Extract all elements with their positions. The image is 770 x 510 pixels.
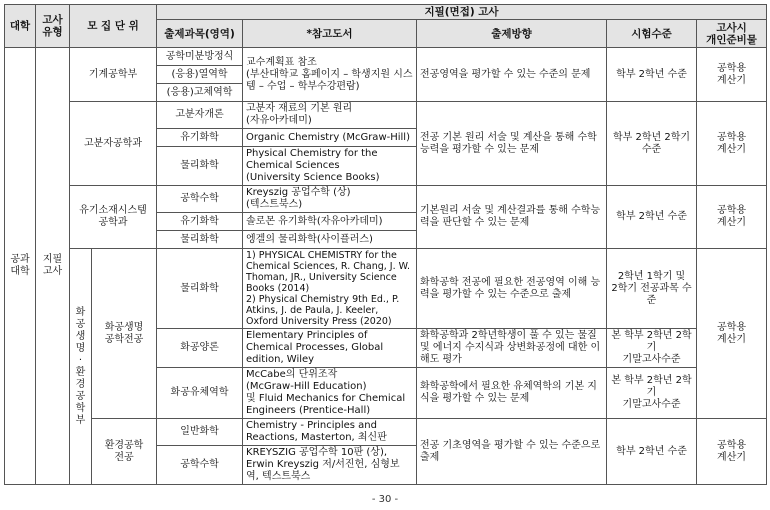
reference-cell: 고분자 재료의 기본 원리 (자유아카데미) (243, 102, 417, 129)
header-reference: *참고도서 (243, 20, 417, 48)
subject-cell: 일반화학 (157, 419, 243, 446)
header-written-exam: 지필(면접) 고사 (157, 5, 767, 20)
reference-cell: Kreyszig 공업수학 (상) (텍스트북스) (243, 186, 417, 213)
subject-cell: 물리화학 (157, 147, 243, 186)
direction-cell: 화학공학과 2학년학생이 풀 수 있는 물질 및 에너지 수지식과 상변화공정에 대한 이해도 평가 (417, 329, 607, 368)
header-calculator: 고사시 개인준비물 (697, 20, 767, 48)
subject-cell: (응용)고체역학 (157, 84, 243, 102)
reference-cell: 교수계획표 참조 (부산대학교 홈페이지 – 학생지원 시스템 – 수업 – 학부수강편람) (243, 48, 417, 102)
page-number: - 30 - (371, 494, 399, 505)
header-subject: 출제과목(영역) (157, 20, 243, 48)
level-cell: 학부 2학년 2학기 수준 (607, 102, 697, 186)
direction-cell: 전공영역을 평가할 수 있는 수준의 문제 (417, 48, 607, 102)
direction-cell: 전공 기초영역을 평가할 수 있는 수준으로 출제 (417, 419, 607, 485)
subject-cell: 유기화학 (157, 213, 243, 231)
direction-cell: 화학공학 전공에 필요한 전공영역 이해 능력을 평가할 수 있는 수준으로 출제 (417, 249, 607, 329)
dept-organic-materials: 유기소재시스템 공학과 (70, 186, 157, 249)
reference-cell: 솔로몬 유기화학(자유아카데미) (243, 213, 417, 231)
college-cell: 공과 대학 (5, 48, 36, 485)
dept-chem-bio: 화공생명 공학전공 (92, 249, 157, 419)
calculator-cell: 공학용 계산기 (697, 102, 767, 186)
subject-cell: 공학수학 (157, 186, 243, 213)
level-cell: 본 학부 2학년 2학기 기말고사수준 (607, 329, 697, 368)
calculator-cell: 공학용 계산기 (697, 419, 767, 485)
dept-environmental: 환경공학 전공 (92, 419, 157, 485)
direction-cell: 전공 기본 원리 서술 및 계산을 통해 수학 능력을 평가할 수 있는 문제 (417, 102, 607, 186)
header-level: 시험수준 (607, 20, 697, 48)
reference-cell: McCabe의 단위조작 (McGraw-Hill Education) 및 Fluid Mechanics for Chemical Engineers (Prentice-Hall) (243, 368, 417, 419)
header-direction: 출제방향 (417, 20, 607, 48)
reference-cell: Elementary Principles of Chemical Processes, Global edition, Wiley (243, 329, 417, 368)
dept-group-chem-env: 화 공 생 명 · 환 경 공 학 부 (70, 249, 92, 485)
reference-cell: Chemistry - Principles and Reactions, Masterton, 최신판 (243, 419, 417, 446)
dept-polymer: 고분자공학과 (70, 102, 157, 186)
reference-cell: 엥겔의 물리화학(사이플러스) (243, 231, 417, 249)
subject-cell: 고분자개론 (157, 102, 243, 129)
level-cell: 학부 2학년 수준 (607, 48, 697, 102)
direction-cell: 기본원리 서술 및 계산결과를 통해 수학능력을 판단할 수 있는 문제 (417, 186, 607, 249)
header-university: 대학 (5, 5, 36, 48)
subject-cell: 물리화학 (157, 231, 243, 249)
subject-cell: 유기화학 (157, 129, 243, 147)
header-exam-type: 고사 유형 (36, 5, 70, 48)
exam-table (4, 4, 767, 485)
level-cell: 2학년 1학기 및 2학기 전공과목 수준 (607, 249, 697, 329)
header-recruit-unit: 모 집 단 위 (70, 5, 157, 48)
level-cell: 학부 2학년 수준 (607, 419, 697, 485)
reference-cell: Organic Chemistry (McGraw-Hill) (243, 129, 417, 147)
calculator-cell: 공학용 계산기 (697, 48, 767, 102)
level-cell: 학부 2학년 수준 (607, 186, 697, 249)
dept-mechanical: 기계공학부 (70, 48, 157, 102)
subject-cell: (응용)열역학 (157, 66, 243, 84)
direction-cell: 화학공학에서 필요한 유체역학의 기본 지식을 평가할 수 있는 문제 (417, 368, 607, 419)
subject-cell: 물리화학 (157, 249, 243, 329)
reference-cell: KREYSZIG 공업수학 10판 (상), Erwin Kreyszig 저/서진헌, 심형보 역, 텍스트북스 (243, 446, 417, 485)
reference-cell: Physical Chemistry for the Chemical Sciences (University Science Books) (243, 147, 417, 186)
subject-cell: 공학미분방정식 (157, 48, 243, 66)
calculator-cell: 공학용 계산기 (697, 249, 767, 419)
subject-cell: 화공유체역학 (157, 368, 243, 419)
calculator-cell: 공학용 계산기 (697, 186, 767, 249)
exam-type-cell: 지필 고사 (36, 48, 70, 485)
subject-cell: 화공양론 (157, 329, 243, 368)
subject-cell: 공학수학 (157, 446, 243, 485)
level-cell: 본 학부 2학년 2학기 기말고사수준 (607, 368, 697, 419)
reference-cell: 1) PHYSICAL CHEMISTRY for the Chemical Sciences, R. Chang, J. W. Thoman, JR., University Science Books (2014) 2) Physical Chemistry 9th Ed., P. Atkins, J. de Paula, J. Keeler, Oxford University Press (2020) (243, 249, 417, 329)
